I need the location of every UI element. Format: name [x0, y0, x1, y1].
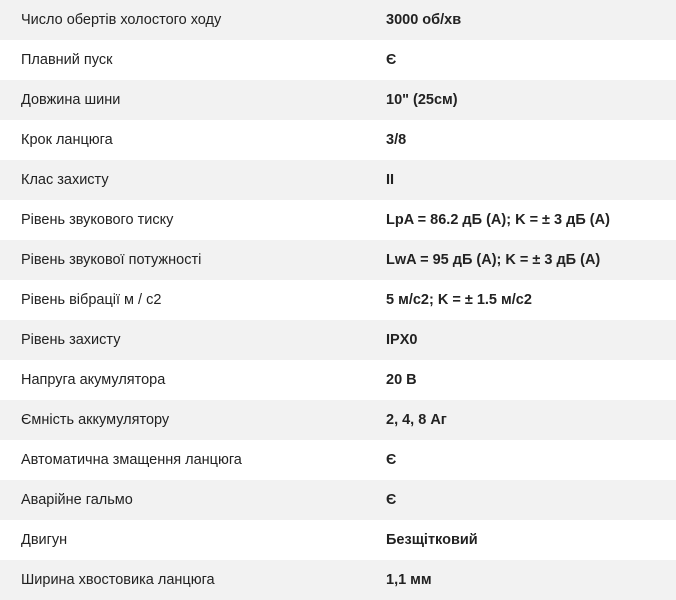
spec-value: 5 м/с2; K = ± 1.5 м/с2 — [386, 292, 532, 308]
spec-name: Рівень звукової потужності — [21, 252, 202, 268]
spec-row-soft-start — [0, 40, 676, 80]
spec-name: Ширина хвостовика ланцюга — [21, 572, 215, 588]
spec-value: Є — [386, 452, 397, 468]
spec-row-sound-power — [0, 240, 676, 280]
spec-value: 1,1 мм — [386, 572, 432, 588]
spec-value: Є — [386, 492, 397, 508]
spec-name: Напруга акумулятора — [21, 372, 166, 388]
spec-value: Безщітковий — [386, 532, 478, 548]
spec-row-sound-pressure — [0, 200, 676, 240]
spec-value: 10" (25см) — [386, 92, 458, 108]
spec-name: Аварійне гальмо — [21, 492, 133, 508]
spec-name: Ємність аккумулятору — [21, 412, 170, 428]
spec-value: LpA = 86.2 дБ (A); K = ± 3 дБ (A) — [386, 212, 610, 228]
spec-value: II — [386, 172, 395, 188]
spec-row-auto-lubrication — [0, 440, 676, 480]
spec-name: Число обертів холостого ходу — [21, 12, 222, 28]
spec-row-chain-gauge — [0, 560, 676, 600]
spec-row-battery-voltage — [0, 360, 676, 400]
spec-name: Автоматична змащення ланцюга — [21, 452, 242, 468]
spec-row-idle-speed — [0, 0, 676, 40]
spec-value: 3000 об/хв — [386, 12, 462, 28]
spec-row-protection-class — [0, 160, 676, 200]
spec-value: Є — [386, 52, 397, 68]
spec-value: 3/8 — [386, 132, 407, 148]
spec-name: Плавний пуск — [21, 52, 113, 68]
spec-row-vibration — [0, 280, 676, 320]
spec-name: Довжина шини — [21, 92, 121, 108]
spec-row-motor — [0, 520, 676, 560]
spec-value: 20 В — [386, 372, 417, 388]
spec-name: Рівень захисту — [21, 332, 121, 348]
spec-value: 2, 4, 8 Аг — [386, 412, 447, 428]
spec-name: Двигун — [21, 532, 68, 548]
spec-row-bar-length — [0, 80, 676, 120]
spec-row-ingress-protection — [0, 320, 676, 360]
spec-name: Клас захисту — [21, 172, 109, 188]
spec-row-battery-capacity — [0, 400, 676, 440]
spec-value: LwA = 95 дБ (A); K = ± 3 дБ (A) — [386, 252, 601, 268]
spec-value: IPX0 — [386, 332, 418, 348]
spec-name: Рівень вібрації м / с2 — [21, 292, 162, 308]
spec-name: Рівень звукового тиску — [21, 212, 174, 228]
spec-row-emergency-brake — [0, 480, 676, 520]
spec-name: Крок ланцюга — [21, 132, 113, 148]
spec-row-chain-pitch — [0, 120, 676, 160]
